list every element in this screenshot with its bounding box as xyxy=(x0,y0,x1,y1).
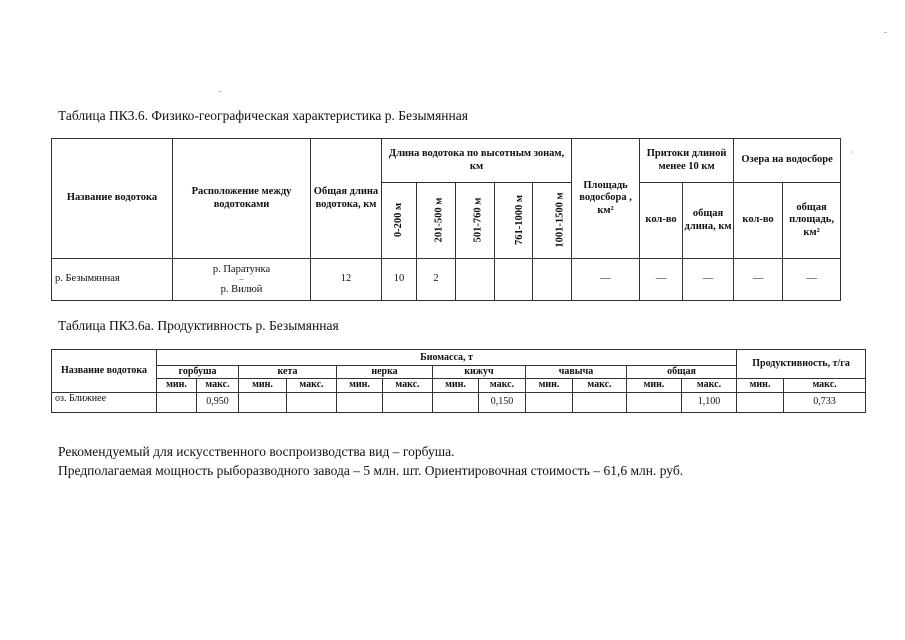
cell-productivity-max: 0,733 xyxy=(784,392,866,412)
header-length-by-zone: Длина водотока по высотным зонам, км xyxy=(382,139,572,183)
cell-chavycha-min xyxy=(526,392,573,412)
header-trib-count: кол-во xyxy=(640,183,683,259)
zone-label: 201-500 м xyxy=(433,198,445,243)
cell-kizhuch-min xyxy=(433,392,479,412)
row-zone-4 xyxy=(533,259,572,301)
species-gorbusha: горбуша xyxy=(157,366,239,379)
location-dash: – xyxy=(239,274,244,284)
row-basin-area: — xyxy=(572,259,640,301)
max-label: макс. xyxy=(573,378,627,392)
row-lake-area: — xyxy=(783,259,841,301)
header-basin-area: Площадь водосбора , км² xyxy=(572,139,640,259)
cell-gorbusha-min xyxy=(157,392,197,412)
location-top: р. Паратунка xyxy=(212,264,271,276)
header-zone-2 xyxy=(456,183,495,259)
header-biomass: Биомасса, т xyxy=(157,350,737,366)
cell-kizhuch-max: 0,150 xyxy=(479,392,526,412)
table1-caption: Таблица ПК3.6. Физико-географическая характеристика р. Безымянная xyxy=(58,108,468,123)
row-name: оз. Ближнее xyxy=(52,392,157,412)
zone-label: 0-200 м xyxy=(393,203,405,238)
min-label: мин. xyxy=(157,378,197,392)
header-productivity: Продуктивность, т/га xyxy=(737,350,866,379)
table-row xyxy=(52,259,841,301)
productivity-table xyxy=(51,349,866,413)
cell-chavycha-max xyxy=(573,392,627,412)
table-row xyxy=(52,392,866,412)
row-zone-2 xyxy=(456,259,495,301)
header-lakes: Озера на водосборе xyxy=(734,139,841,183)
scan-speck: - xyxy=(219,87,222,96)
recommendation-text: Рекомендуемый для искусственного воспроизводства вид – горбуша. xyxy=(58,444,455,459)
row-name: р. Безымянная xyxy=(52,259,173,301)
cell-productivity-min xyxy=(737,392,784,412)
header-tributaries: Притоки длиной менее 10 км xyxy=(640,139,734,183)
cell-total-min xyxy=(627,392,682,412)
min-label: мин. xyxy=(337,378,383,392)
table2-caption: Таблица ПК3.6а. Продуктивность р. Безымянная xyxy=(58,318,339,333)
header-lake-count: кол-во xyxy=(734,183,783,259)
row-zone-3 xyxy=(495,259,533,301)
zone-label: 761-1000 м xyxy=(513,195,525,246)
cell-nerka-max xyxy=(383,392,433,412)
zone-label: 501-760 м xyxy=(472,198,484,243)
min-label: мин. xyxy=(737,378,784,392)
header-zone-1 xyxy=(417,183,456,259)
zone-label: 1001-1500 м xyxy=(554,192,566,249)
species-kizhuch: кижуч xyxy=(433,366,526,379)
row-total-length: 12 xyxy=(311,259,382,301)
max-label: макс. xyxy=(197,378,239,392)
max-label: макс. xyxy=(784,378,866,392)
header-zone-0 xyxy=(382,183,417,259)
header-zone-3 xyxy=(495,183,533,259)
species-nerka: нерка xyxy=(337,366,433,379)
max-label: макс. xyxy=(287,378,337,392)
max-label: макс. xyxy=(682,378,737,392)
min-label: мин. xyxy=(627,378,682,392)
row-trib-count: — xyxy=(640,259,683,301)
cell-total-max: 1,100 xyxy=(682,392,737,412)
species-total: общая xyxy=(627,366,737,379)
cell-keta-min xyxy=(239,392,287,412)
cell-gorbusha-max: 0,950 xyxy=(197,392,239,412)
min-label: мин. xyxy=(239,378,287,392)
scan-speck: · xyxy=(851,148,854,157)
physical-geography-table xyxy=(51,138,841,301)
header-zone-4 xyxy=(533,183,572,259)
cell-nerka-min xyxy=(337,392,383,412)
row-trib-length: — xyxy=(683,259,734,301)
species-keta: кета xyxy=(239,366,337,379)
min-label: мин. xyxy=(433,378,479,392)
header-total-length: Общая длина водотока, км xyxy=(311,139,382,259)
row-lake-count: — xyxy=(734,259,783,301)
scan-speck: ˉ xyxy=(884,30,887,39)
row-location xyxy=(173,259,311,301)
max-label: макс. xyxy=(479,378,526,392)
header-name: Название водотока xyxy=(52,139,173,259)
header-trib-length: общая длина, км xyxy=(683,183,734,259)
header-lake-area: общая площадь, км² xyxy=(783,183,841,259)
header-name: Название водотока xyxy=(52,350,157,393)
max-label: макс. xyxy=(383,378,433,392)
header-location: Расположение между водотоками xyxy=(173,139,311,259)
species-chavycha: чавыча xyxy=(526,366,627,379)
capacity-text: Предполагаемая мощность рыборазводного завода – 5 млн. шт. Ориентировочная стоимость – 61,6 млн. руб. xyxy=(58,463,684,478)
location-bottom: р. Вилюй xyxy=(220,283,263,295)
row-zone-0: 10 xyxy=(382,259,417,301)
cell-keta-max xyxy=(287,392,337,412)
row-zone-1: 2 xyxy=(417,259,456,301)
min-label: мин. xyxy=(526,378,573,392)
